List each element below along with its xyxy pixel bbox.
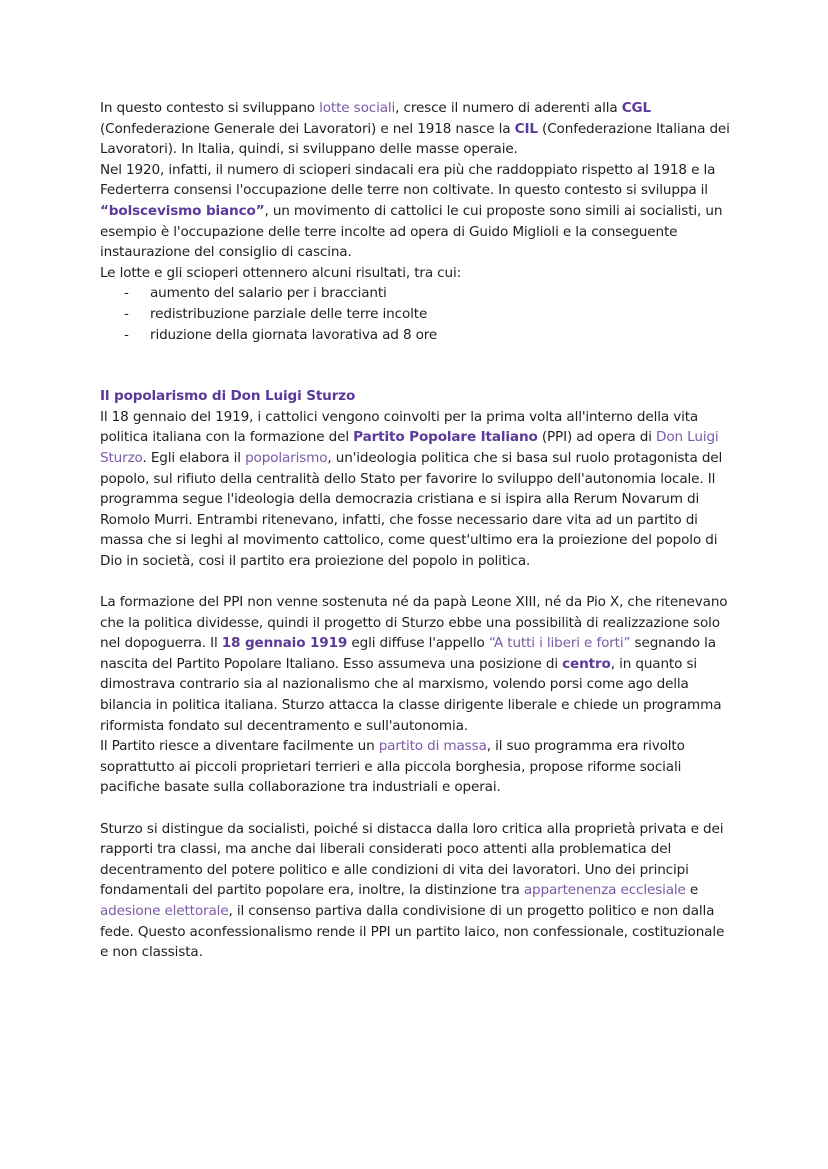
paragraph-risultati-intro: Le lotte e gli scioperi ottennero alcuni risultati, tra cui: xyxy=(100,264,462,281)
list-item xyxy=(100,325,732,346)
highlight-appartenenza-ecclesiale: appartenenza ecclesiale xyxy=(523,882,686,899)
list-item xyxy=(100,283,732,304)
paragraph-formazione-ppi xyxy=(100,592,732,736)
text-run: Il 18 gennaio del 1919, i cattolici vengono coinvolti per la prima volta all'interno della vita politica italiana con la formazione del xyxy=(100,408,699,446)
highlight-lotte-sociali: lotte sociali xyxy=(319,100,396,116)
open-quote: “ xyxy=(100,202,109,219)
text-run: , un movimento di cattolici le cui proposte sono simili ai socialisti, un esempio è l'occupazione delle terre incolte ad opera di Guido Miglioli e la conseguente instaurazione del consiglio di cascina. xyxy=(100,202,723,261)
dash-bullet: - xyxy=(124,305,129,322)
spacer xyxy=(100,571,732,592)
text-run: e xyxy=(685,882,699,899)
highlight-popolarismo: popolarismo xyxy=(245,449,328,466)
list-item-text: aumento del salario per i braccianti xyxy=(150,285,387,302)
text-run: Nel 1920, infatti, il numero di scioperi sindacali era più che raddoppiato rispetto al 1918 e la Federterra consensi l'occupazione delle terre non coltivate. In questo contesto si sviluppa il xyxy=(100,161,716,199)
highlight-adesione-elettorale: adesione elettorale xyxy=(100,902,229,919)
text-run: (PPI) ad opera di xyxy=(537,429,657,446)
bold-cil: CIL xyxy=(514,120,538,137)
text-run: , in quanto si dimostrava contrario sia al nazionalismo che al marxismo, volendo porsi come ago della bilancia in politica italiana. Sturzo attacca la classe dirigente liberale e chiede un programma riformista fondato sul decentramento e sull'autonomia. xyxy=(100,655,722,734)
paragraph-scioperi-1920 xyxy=(100,160,732,263)
paragraph-lotte-sociali xyxy=(100,98,732,160)
paragraph-sturzo-distingue xyxy=(100,819,732,963)
highlight-appello: “A tutti i liberi e forti” xyxy=(488,635,631,652)
text-run: , il consenso partiva dalla condivisione di un progetto politico e non dalla fede. Questo aconfessionalismo rende il PPI un partito laico, non confessionale, costituzionale e non classista. xyxy=(100,902,725,961)
list-item-text: redistribuzione parziale delle terre incolte xyxy=(150,305,428,322)
dash-bullet: - xyxy=(124,285,129,302)
dash-bullet: - xyxy=(124,326,129,343)
bold-centro: centro xyxy=(562,655,611,672)
bold-cgl: CGL xyxy=(621,100,652,116)
spacer xyxy=(100,798,732,819)
text-run: Il Partito riesce a diventare facilmente un xyxy=(100,738,379,755)
text-run: (Confederazione Generale dei Lavoratori) e nel 1918 nasce la xyxy=(100,120,515,137)
text-run: , un'ideologia politica che si basa sul ruolo protagonista del popolo, sul rifiuto della centralità dello Stato per favorire lo sviluppo dell'autonomia locale. Il programma segue l'ideologia della democrazia cristiana e si ispira alla Rerum Novarum di Romolo Murri. Entrambi ritenevano, infatti, che fosse necessario dare vita ad un partito di massa che si leghi al movimento cattolico, come quest'ultimo era la proiezione del popolo di Dio in società, cosi il partito era proiezione del popolo in politica. xyxy=(100,449,723,569)
list-item-text: riduzione della giornata lavorativa ad 8 ore xyxy=(150,326,438,343)
bold-18-gennaio-1919: 18 gennaio 1919 xyxy=(221,635,348,652)
paragraph-partito-di-massa xyxy=(100,736,732,798)
section-heading: Il popolarismo di Don Luigi Sturzo xyxy=(100,388,356,405)
bold-partito-popolare-italiano: Partito Popolare Italiano xyxy=(353,429,538,446)
spacer xyxy=(100,345,732,386)
text-run: Sturzo si distingue da socialisti, poiché si distacca dalla loro critica alla proprietà privata e dei rapporti tra classi, ma anche dai liberali considerati poco attenti alla problematica del decentramento del potere politico e alle condizioni di vita dei lavoratori. Uno dei principi fondamentali del partito popolare era, inoltre, la distinzione tra xyxy=(100,820,724,899)
text-run: In questo contesto si sviluppano xyxy=(100,100,320,116)
close-quote: ” xyxy=(255,202,265,219)
text-run: egli diffuse l'appello xyxy=(347,635,489,652)
bold-bolscevismo-bianco: bolscevismo bianco xyxy=(108,202,256,219)
text-run: (Confederazione Italiana dei Lavoratori). In Italia, quindi, si sviluppano delle masse operaie. xyxy=(100,120,730,158)
highlight-don-luigi-sturzo: Don Luigi Sturzo xyxy=(100,429,719,466)
text-run: , il suo programma era rivolto soprattutto ai piccoli proprietari terrieri e alla piccola borghesia, propose riforme sociali pacifiche basate sulla collaborazione tra industriali e operai. xyxy=(100,738,685,796)
text-run: . Egli elabora il xyxy=(142,449,246,466)
list-item xyxy=(100,304,732,325)
highlight-partito-di-massa: partito di massa xyxy=(378,738,487,755)
text-run: , cresce il numero di aderenti alla xyxy=(395,100,622,116)
text-run: segnando la nascita del Partito Popolare Italiano. Esso assumeva una posizione di xyxy=(100,635,716,672)
risultati-list xyxy=(100,283,732,345)
text-run: La formazione del PPI non venne sostenuta né da papà Leone XIII, né da Pio X, che ritenevano che la politica dividesse, quindi il progetto di Sturzo ebbe una possibilità di realizzazione solo nel dopoguerra. Il xyxy=(100,594,728,652)
paragraph-popolarismo xyxy=(100,407,732,572)
